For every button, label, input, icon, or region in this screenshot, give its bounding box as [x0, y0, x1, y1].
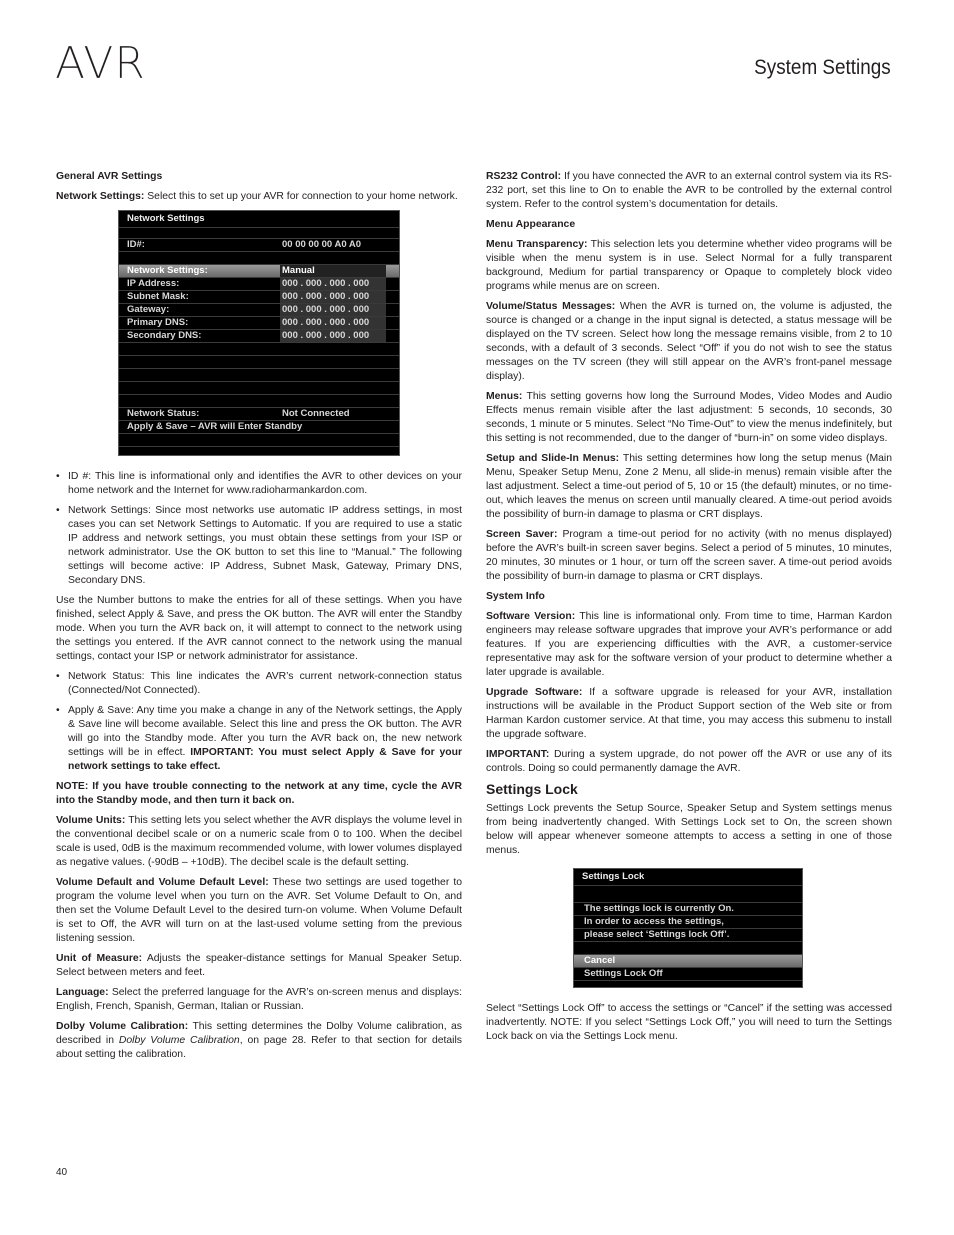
bullet-apply: • Apply & Save: Any time you make a change in any of the Network settings, the Apply & Save line will become available. Select this line and press the OK button. The AVR will go into the Standby mode. After you turn the AVR back on, the new network settings will be in effect. IMPORTANT: You must select Apply & Save for your network settings to take effect.	[56, 704, 462, 774]
note-para: NOTE: If you have trouble connecting to the network at any time, cycle the AVR into the Standby mode, and then turn it back on.	[56, 781, 462, 806]
status-messages-para: Volume/Status Messages: When the AVR is turned on, the volume is adjusted, the source is changed or a change in the input signal is detected, a status message will be displayed on the TV screen. Select how long the message remains visible, from 2 to 10 seconds, with a default of 3 seconds. Select “Off” if you do not wish to see the status messages on the TV screen (they will still appear on the AVR’s front-panel message display).	[486, 301, 892, 382]
lock-line-3: please select ‘Settings lock Off’.	[574, 929, 802, 942]
right-column	[486, 170, 892, 1050]
dolby-para: Dolby Volume Calibration: This setting determines the Dolby Volume calibration, as described in Dolby Volume Calibration, on page 28. Refer to that section for details about setting the calibration.	[56, 1021, 462, 1060]
bullet-id: • ID #: This line is informational only and identifies the AVR to other devices on your home network and the Internet for www.radioharmankardon.com.	[56, 470, 462, 498]
important-para: IMPORTANT: During a system upgrade, do not power off the AVR or use any of its controls. Doing so could permanently damage the AVR.	[486, 749, 892, 774]
lock-line-2: In order to access the settings,	[574, 916, 802, 929]
left-column	[56, 170, 462, 1068]
osd-secondary-dns-row[interactable]: Secondary DNS: 000 . 000 . 000 . 000	[119, 330, 399, 343]
osd-id-row: ID#: 00 00 00 00 A0 A0	[119, 239, 399, 252]
menu-appearance-heading: Menu Appearance	[486, 219, 576, 230]
network-settings-para: Network Settings: Select this to set up your AVR for connection to your home network.	[56, 191, 458, 202]
page-number: 40	[56, 1167, 68, 1178]
osd-network-settings-row[interactable]: Network Settings: Manual	[119, 265, 399, 278]
lock-line-1: The settings lock is currently On.	[574, 903, 802, 916]
settings-lock-screen	[573, 868, 803, 988]
unit-measure-para: Unit of Measure: Adjusts the speaker-distance settings for Manual Speaker Setup. Select between meters and feet.	[56, 953, 462, 978]
software-version-para: Software Version: This line is informational only. From time to time, Harman Kardon engineers may release software upgrades that improve your AVR’s performance or add features. If you are experiencing difficulties with the AVR, a customer-service representative may ask for the software version of your product to determine whether a later upgrade is available.	[486, 611, 892, 678]
osd-title: Network Settings	[119, 211, 399, 227]
settings-lock-after-para: Select “Settings Lock Off” to access the settings or “Cancel” if the setting was accessed inadvertently. NOTE: If you select “Settings Lock Off,” you will need to turn the Settings Lock back on via the Settings Lock menu.	[486, 1003, 892, 1042]
osd-gateway-row[interactable]: Gateway: 000 . 000 . 000 . 000	[119, 304, 399, 317]
lock-osd-title: Settings Lock	[574, 869, 802, 885]
osd-apply-row[interactable]: Apply & Save – AVR will Enter Standby	[119, 421, 399, 434]
volume-units-para: Volume Units: This setting lets you select whether the AVR displays the volume level in the conventional decibel scale or on a numeric scale from 0 to 100. When the decibel scale is used, 0dB is the maximum recommended volume, with lower volumes displayed as negative values. (-90dB – +10dB). The decibel scale is the default setting.	[56, 815, 462, 868]
cancel-option[interactable]: Cancel	[574, 955, 802, 968]
setup-menus-para: Setup and Slide-In Menus: This setting determines how long the setup menus (Main Menu, Speaker Setup Menu, Zone 2 Menu, all slide-in menus) remain visible after the last adjustment. Select a time-out period of 5, 10 or 15 (the default) minutes, or no time-out, which leaves the menus on screen until manually cleared. A time-out period avoids the possibility of burn-in damage to plasma or CRT displays.	[486, 453, 892, 520]
bullet-network: • Network Settings: Since most networks use automatic IP address settings, in most cases you can set Network Settings to Automatic. If you are required to use a static IP address and network settings, you must obtain these settings from your ISP or network administrator. Use the OK button to set this line to “Manual.” The following settings will become active: IP Address, Subnet Mask, Gateway, Primary DNS, Secondary DNS.	[56, 504, 462, 588]
volume-default-para: Volume Default and Volume Default Level: These two settings are used together to program the volume level when you turn on the AVR. Set Volume Default to On, and then set the Volume Default Level to the desired turn-on volume. When Volume Default is set to Off, the AVR will turn on at the last-used volume setting from the previous listening session.	[56, 877, 462, 944]
number-buttons-para: Use the Number buttons to make the entries for all of these settings. When you have finished, select Apply & Save, and press the OK button. The AVR will enter the Standby mode. When you turn the AVR back on, it will attempt to connect to the network using the settings you entered. If the AVR cannot connect to the network using the manual settings, contact your ISP or network administrator for assistance.	[56, 595, 462, 662]
screen-saver-para: Screen Saver: Program a time-out period for no activity (with no menus displayed) before the AVR’s built-in screen saver begins. Select a period of 5 minutes, 10 minutes, 20 minutes, 30 minutes or 1 hour, or turn off the screen saver. A time-out period avoids the possibility of burn-in damage to plasma or CRT displays.	[486, 529, 892, 582]
general-heading: General AVR Settings	[56, 171, 163, 182]
language-para: Language: Select the preferred language for the AVR’s on-screen menus and displays: English, French, Spanish, German, Italian or Russian.	[56, 987, 462, 1012]
bullet-status: • Network Status: This line indicates the AVR’s current network-connection status (Connected/Not Connected).	[56, 670, 462, 698]
network-settings-screen	[118, 210, 400, 456]
settings-lock-para: Settings Lock prevents the Setup Source, Speaker Setup and System settings menus from being inadvertently changed. With Settings Lock set to On, the screen shown below will appear whenever someone attempts to access a setting in one of those menus.	[486, 803, 892, 856]
osd-ip-row[interactable]: IP Address: 000 . 000 . 000 . 000	[119, 278, 399, 291]
rs232-para: RS232 Control: If you have connected the AVR to an external control system via its RS-232 port, set this line to On to enable the AVR to be controlled by the external control system. Refer to the control system’s documentation for details.	[486, 171, 892, 210]
osd-primary-dns-row[interactable]: Primary DNS: 000 . 000 . 000 . 000	[119, 317, 399, 330]
transparency-para: Menu Transparency: This selection lets you determine whether video programs will be visible when the menu system is in use. Select Normal for a fully transparent background, Medium for partial transparency or Opaque to completely block video programs while menus are on screen.	[486, 239, 892, 292]
menus-para: Menus: This setting governs how long the Surround Modes, Video Modes and Audio Effects menus remain visible after the last adjustment: 5 seconds, 10 seconds, 30 seconds, 1 minute or 5 minutes. Select “No Time-Out” to view the menus indefinitely, but this setting is not recommended, due to the danger of “burn-in” on some video displays.	[486, 391, 892, 444]
section-title: System Settings	[754, 56, 891, 79]
osd-subnet-row[interactable]: Subnet Mask: 000 . 000 . 000 . 000	[119, 291, 399, 304]
upgrade-software-para: Upgrade Software: If a software upgrade is released for your AVR, installation instructions will be available in the Product Support section of the Web site or from Harman Kardon customer service. At that time, you may access this submenu to install the upgrade software.	[486, 687, 893, 740]
settings-lock-off-option[interactable]: Settings Lock Off	[574, 968, 802, 981]
osd-status-row: Network Status: Not Connected	[119, 408, 399, 421]
avr-logo: AVR	[55, 38, 146, 89]
settings-lock-heading: Settings Lock	[486, 781, 578, 797]
system-info-heading: System Info	[486, 591, 545, 602]
